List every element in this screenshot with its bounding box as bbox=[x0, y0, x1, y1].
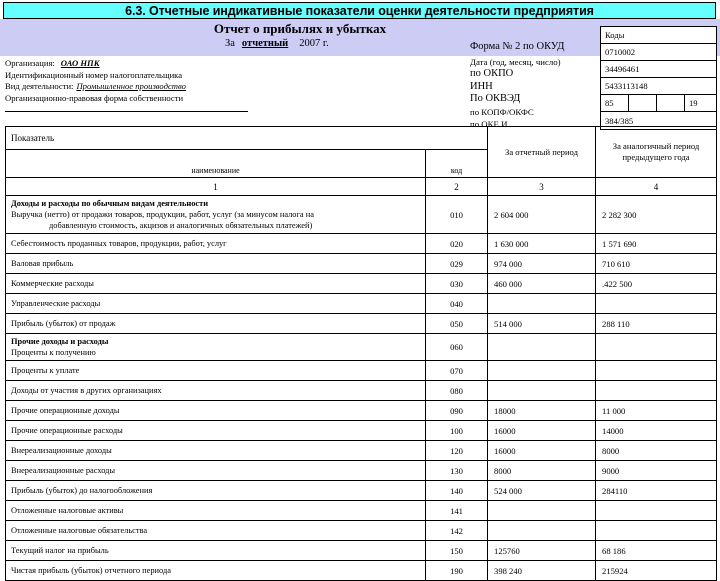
table-cell-current-period bbox=[488, 361, 596, 381]
table-cell-current-period: 2 604 000 bbox=[488, 196, 596, 234]
profit-loss-table bbox=[5, 126, 717, 581]
activity-label: Вид деятельности: bbox=[5, 81, 74, 92]
table-cell-current-period bbox=[488, 294, 596, 314]
code-labels-list bbox=[470, 56, 561, 131]
table-cell-indicator-name bbox=[6, 541, 426, 561]
codes-box-split-cell-1: 85 bbox=[601, 95, 629, 111]
table-cell-current-period: 16000 bbox=[488, 441, 596, 461]
table-cell-code: 140 bbox=[426, 481, 488, 501]
period-prefix-label: За bbox=[225, 38, 235, 49]
table-cell-code: 090 bbox=[426, 401, 488, 421]
table-cell-current-period: 514 000 bbox=[488, 314, 596, 334]
table-cell-current-period bbox=[488, 334, 596, 361]
table-cell-code: 060 bbox=[426, 334, 488, 361]
table-row bbox=[6, 421, 717, 441]
period-value: отчетный bbox=[241, 38, 289, 49]
table-cell-code: 190 bbox=[426, 561, 488, 581]
table-cell-indicator-name bbox=[6, 521, 426, 541]
table-cell-previous-period bbox=[596, 361, 717, 381]
table-body bbox=[6, 196, 717, 581]
table-cell-indicator-name bbox=[6, 481, 426, 501]
table-cell-previous-period bbox=[596, 381, 717, 401]
codes-box bbox=[600, 26, 717, 130]
activity-line bbox=[5, 81, 265, 93]
activity-value: Промышленное производство bbox=[76, 81, 186, 92]
indicator-label: Отложенные налоговые обязательства bbox=[11, 526, 148, 535]
table-header-row-numbers bbox=[6, 178, 717, 196]
indicator-label: Прочие операционные расходы bbox=[11, 426, 123, 435]
indicator-label: Проценты к уплате bbox=[11, 366, 80, 375]
header-pokazatel: Показатель bbox=[6, 127, 488, 150]
report-heading bbox=[175, 21, 425, 36]
indicator-label: Прибыль (убыток) до налогообложения bbox=[11, 486, 153, 495]
table-cell-code: 130 bbox=[426, 461, 488, 481]
table-cell-previous-period: 710 610 bbox=[596, 254, 717, 274]
table-cell-current-period: 974 000 bbox=[488, 254, 596, 274]
table-row bbox=[6, 561, 717, 581]
code-label-kopf-okfs: по КОПФ/ОКФС bbox=[470, 107, 534, 118]
table-row bbox=[6, 254, 717, 274]
table-cell-previous-period: 9000 bbox=[596, 461, 717, 481]
table-row bbox=[6, 361, 717, 381]
report-title: Отчет о прибылях и убытках bbox=[213, 21, 387, 36]
table-row bbox=[6, 401, 717, 421]
table-cell-indicator-name bbox=[6, 361, 426, 381]
table-cell-previous-period: 1 571 690 bbox=[596, 234, 717, 254]
table-cell-previous-period bbox=[596, 501, 717, 521]
table-cell-current-period: 524 000 bbox=[488, 481, 596, 501]
table-row bbox=[6, 234, 717, 254]
form-okud-label: Форма № 2 по ОКУД bbox=[470, 41, 565, 52]
organization-line bbox=[5, 58, 265, 70]
indicator-label: Внереализационные расходы bbox=[11, 466, 116, 475]
table-cell-indicator-name bbox=[6, 421, 426, 441]
code-label-okpo: по ОКПО bbox=[470, 68, 514, 80]
table-cell-previous-period: 68 186 bbox=[596, 541, 717, 561]
table-cell-previous-period: 288 110 bbox=[596, 314, 717, 334]
table-cell-code: 040 bbox=[426, 294, 488, 314]
table-cell-code: 050 bbox=[426, 314, 488, 334]
table-cell-indicator-name bbox=[6, 501, 426, 521]
table-row bbox=[6, 501, 717, 521]
table-cell-code: 120 bbox=[426, 441, 488, 461]
table-cell-code: 010 bbox=[426, 196, 488, 234]
legal-form-label: Организационно-правовая форма собственности bbox=[5, 92, 184, 103]
header-previous-period-line1: За аналогичный период bbox=[612, 141, 700, 151]
table-row bbox=[6, 196, 717, 234]
table-cell-previous-period: 8000 bbox=[596, 441, 717, 461]
indicator-label: Текущий налог на прибыль bbox=[11, 546, 109, 555]
indicator-label: Валовая прибыль bbox=[11, 259, 74, 268]
table-cell-code: 141 bbox=[426, 501, 488, 521]
inn-label: Идентификационный номер налогоплательщика bbox=[5, 69, 183, 80]
header-number-4: 4 bbox=[596, 178, 717, 196]
codes-box-value-okpo: 34496461 bbox=[601, 61, 716, 78]
organization-label: Организация: bbox=[5, 58, 55, 68]
table-cell-indicator-name bbox=[6, 294, 426, 314]
table-cell-code: 020 bbox=[426, 234, 488, 254]
table-row bbox=[6, 541, 717, 561]
table-cell-indicator-name bbox=[6, 314, 426, 334]
table-cell-indicator-name bbox=[6, 196, 426, 234]
header-number-3: 3 bbox=[488, 178, 596, 196]
table-cell-current-period: 8000 bbox=[488, 461, 596, 481]
table-cell-indicator-name bbox=[6, 334, 426, 361]
codes-box-split-cell-2 bbox=[629, 95, 657, 111]
table-cell-current-period: 1 630 000 bbox=[488, 234, 596, 254]
table-cell-indicator-name bbox=[6, 561, 426, 581]
indicator-group-label: Доходы и расходы по обычным видам деятельности bbox=[11, 199, 209, 208]
table-cell-indicator-name bbox=[6, 401, 426, 421]
table-cell-previous-period: 284110 bbox=[596, 481, 717, 501]
code-label-date: Дата (год, месяц, число) bbox=[470, 57, 561, 67]
header-name: наименование bbox=[6, 150, 426, 178]
indicator-label: Управленческие расходы bbox=[11, 299, 101, 308]
table-cell-code: 142 bbox=[426, 521, 488, 541]
table-header-row-1 bbox=[6, 127, 717, 150]
table-row bbox=[6, 314, 717, 334]
table-cell-previous-period bbox=[596, 521, 717, 541]
table-cell-code: 080 bbox=[426, 381, 488, 401]
table-cell-indicator-name bbox=[6, 274, 426, 294]
period-year: 2007 г. bbox=[299, 38, 329, 49]
indicator-label: Себестоимость проданных товаров, продукции, работ, услуг bbox=[11, 239, 227, 248]
indicator-label: Чистая прибыль (убыток) отчетного периода bbox=[11, 566, 171, 575]
header-previous-period-line2: предыдущего года bbox=[622, 152, 690, 162]
indicator-label: Прочие операционные доходы bbox=[11, 406, 120, 415]
codes-box-value-okei: 384/385 bbox=[605, 115, 634, 126]
table-cell-previous-period: 11 000 bbox=[596, 401, 717, 421]
slide-title-text: 6.3. Отчетные индикативные показатели оценки деятельности предприятия bbox=[125, 3, 594, 18]
header-previous-period bbox=[596, 127, 717, 178]
indicator-label: Отложенные налоговые активы bbox=[11, 506, 124, 515]
table-row bbox=[6, 441, 717, 461]
table-cell-previous-period: 2 282 300 bbox=[596, 196, 717, 234]
table-cell-code: 029 bbox=[426, 254, 488, 274]
table-cell-code: 100 bbox=[426, 421, 488, 441]
indicator-label: Прибыль (убыток) от продаж bbox=[11, 319, 116, 328]
table-cell-indicator-name bbox=[6, 441, 426, 461]
indicator-label: Доходы от участия в других организациях bbox=[11, 386, 162, 395]
table-cell-code: 030 bbox=[426, 274, 488, 294]
table-row bbox=[6, 521, 717, 541]
report-period-line bbox=[225, 38, 329, 49]
organization-value: ОАО НПК bbox=[60, 58, 100, 68]
table-cell-current-period bbox=[488, 521, 596, 541]
table-cell-current-period bbox=[488, 381, 596, 401]
indicator-label: Коммерческие расходы bbox=[11, 279, 94, 288]
table-cell-previous-period: 14000 bbox=[596, 421, 717, 441]
table-row bbox=[6, 294, 717, 314]
slide-title-bar bbox=[3, 2, 716, 19]
table-cell-current-period: 398 240 bbox=[488, 561, 596, 581]
table-cell-code: 070 bbox=[426, 361, 488, 381]
table-row bbox=[6, 461, 717, 481]
code-label-inn: ИНН bbox=[470, 80, 493, 92]
header-number-2: 2 bbox=[426, 178, 488, 196]
table-cell-previous-period: 215924 bbox=[596, 561, 717, 581]
organization-underline-rule bbox=[5, 111, 248, 112]
header-number-1: 1 bbox=[6, 178, 426, 196]
table-cell-current-period: 18000 bbox=[488, 401, 596, 421]
indicator-group-label: Прочие доходы и расходы bbox=[11, 337, 109, 346]
table-cell-previous-period bbox=[596, 294, 717, 314]
organization-block bbox=[5, 58, 265, 104]
table-cell-code: 150 bbox=[426, 541, 488, 561]
table-row bbox=[6, 381, 717, 401]
table-cell-indicator-name bbox=[6, 381, 426, 401]
code-label-okved: По ОКВЭД bbox=[470, 93, 521, 105]
header-current-period: За отчетный период bbox=[488, 127, 596, 178]
table-cell-indicator-name bbox=[6, 234, 426, 254]
table-row bbox=[6, 274, 717, 294]
table-cell-current-period: 460 000 bbox=[488, 274, 596, 294]
table-row bbox=[6, 334, 717, 361]
indicator-label: Внереализационные доходы bbox=[11, 446, 112, 455]
table-row bbox=[6, 481, 717, 501]
codes-box-split-row bbox=[601, 95, 716, 112]
table-cell-previous-period bbox=[596, 334, 717, 361]
table-cell-current-period: 125760 bbox=[488, 541, 596, 561]
table-cell-current-period bbox=[488, 501, 596, 521]
codes-box-header: Коды bbox=[601, 27, 716, 44]
codes-box-split-cell-4: 19 bbox=[689, 98, 698, 108]
indicator-label-continuation: добавленную стоимость, акцизов и аналогичных обязательных платежей) bbox=[49, 221, 313, 230]
codes-box-value-inn: 5433113148 bbox=[601, 78, 716, 95]
table-cell-indicator-name bbox=[6, 461, 426, 481]
code-label-okei: по ОКЕ И bbox=[470, 119, 508, 130]
table-cell-current-period: 16000 bbox=[488, 421, 596, 441]
header-code: код bbox=[426, 150, 488, 178]
table-cell-previous-period: .422 500 bbox=[596, 274, 717, 294]
codes-box-value-okud: 0710002 bbox=[601, 44, 716, 61]
indicator-label: Выручка (нетто) от продажи товаров, продукции, работ, услуг (за минусом налога на bbox=[11, 210, 314, 219]
table-cell-indicator-name bbox=[6, 254, 426, 274]
table-header bbox=[6, 127, 717, 196]
codes-box-split-cell-3 bbox=[657, 95, 685, 111]
indicator-label: Проценты к получению bbox=[11, 348, 96, 357]
